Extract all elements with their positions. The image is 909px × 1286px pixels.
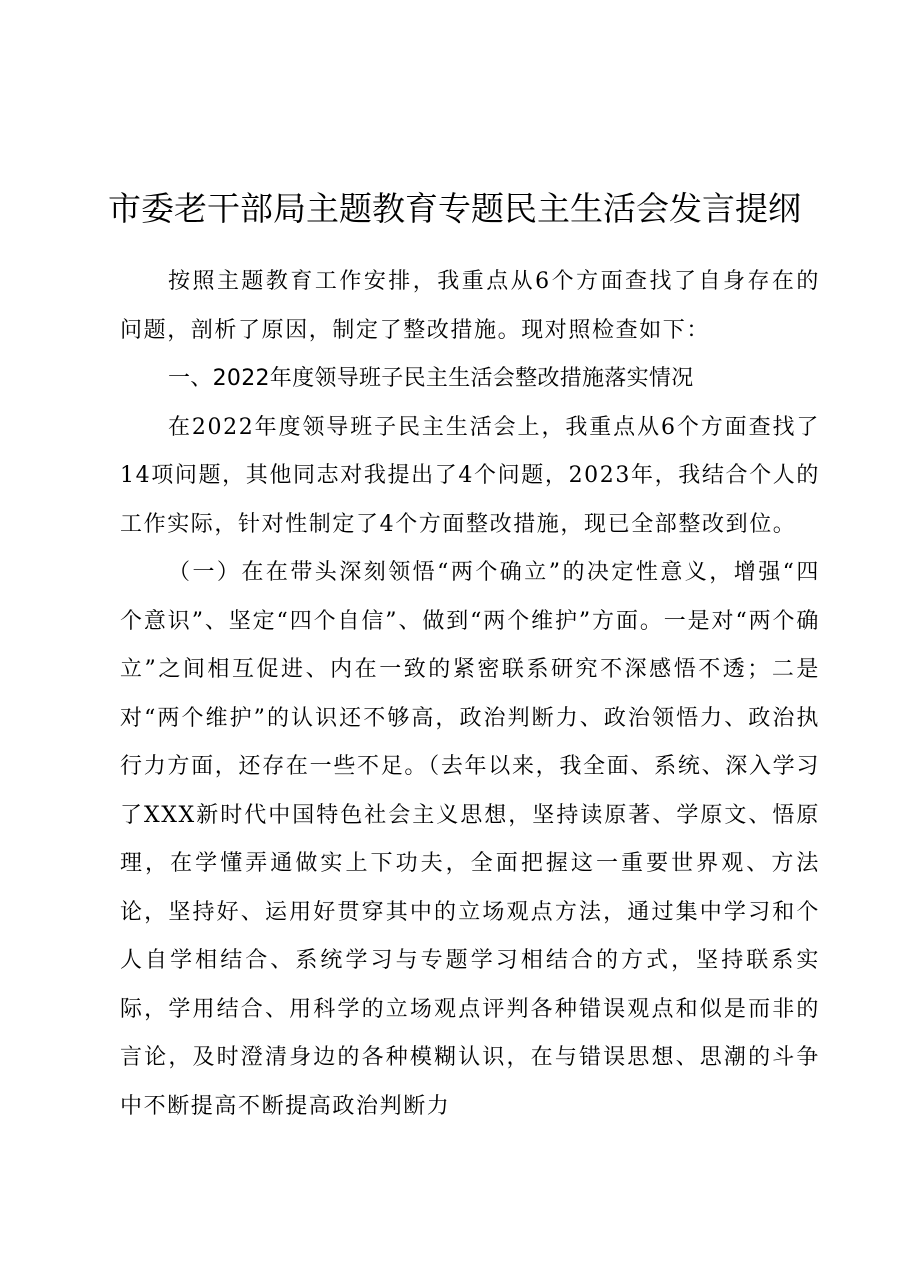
document-title: 市委老干部局主题教育专题民主生活会发言提纲	[108, 189, 801, 229]
section-heading: 一、2022年度领导班子民主生活会整改措施落实情况	[168, 366, 694, 391]
subsection-paragraph: （一）在在带头深刻领悟“两个确立”的决定性意义，增强“四个意识”、坚定“四个自信”、做到“两个维护”方面。一是对“两个确立”之间相互促进、内在一致的紧密联系研究不深感悟不透；二是对“两个维护”的认识还不够高，政治判断力、政治领悟力、政治执行力方面，还存在一些不足。（去年以来，我全面、系统、深入学习了XXX新时代中国特色社会主义思想，坚持读原著、学原文、悟原理，在学懂弄通做实上下功夫，全面把握这一重要世界观、方法论，坚持好、运用好贯穿其中的立场观点方法，通过集中学习和个人自学相结合、系统学习与专题学习相结合的方式，坚持联系实际，学用结合、用科学的立场观点评判各种错误观点和似是而非的言论，及时澄清身边的各种模糊认识，在与错误思想、思潮的斗争中不断提高不断提高政治判断力	[120, 560, 820, 1119]
document-body	[120, 258, 820, 1131]
intro-paragraph: 按照主题教育工作安排，我重点从6个方面查找了自身存在的问题，剖析了原因，制定了整改措施。现对照检查如下：	[120, 269, 820, 343]
section-paragraph: 在2022年度领导班子民主生活会上，我重点从6个方面查找了14项问题，其他同志对我提出了4个问题，2023年，我结合个人的工作实际，针对性制定了4个方面整改措施，现已全部整改到位。	[120, 414, 820, 537]
